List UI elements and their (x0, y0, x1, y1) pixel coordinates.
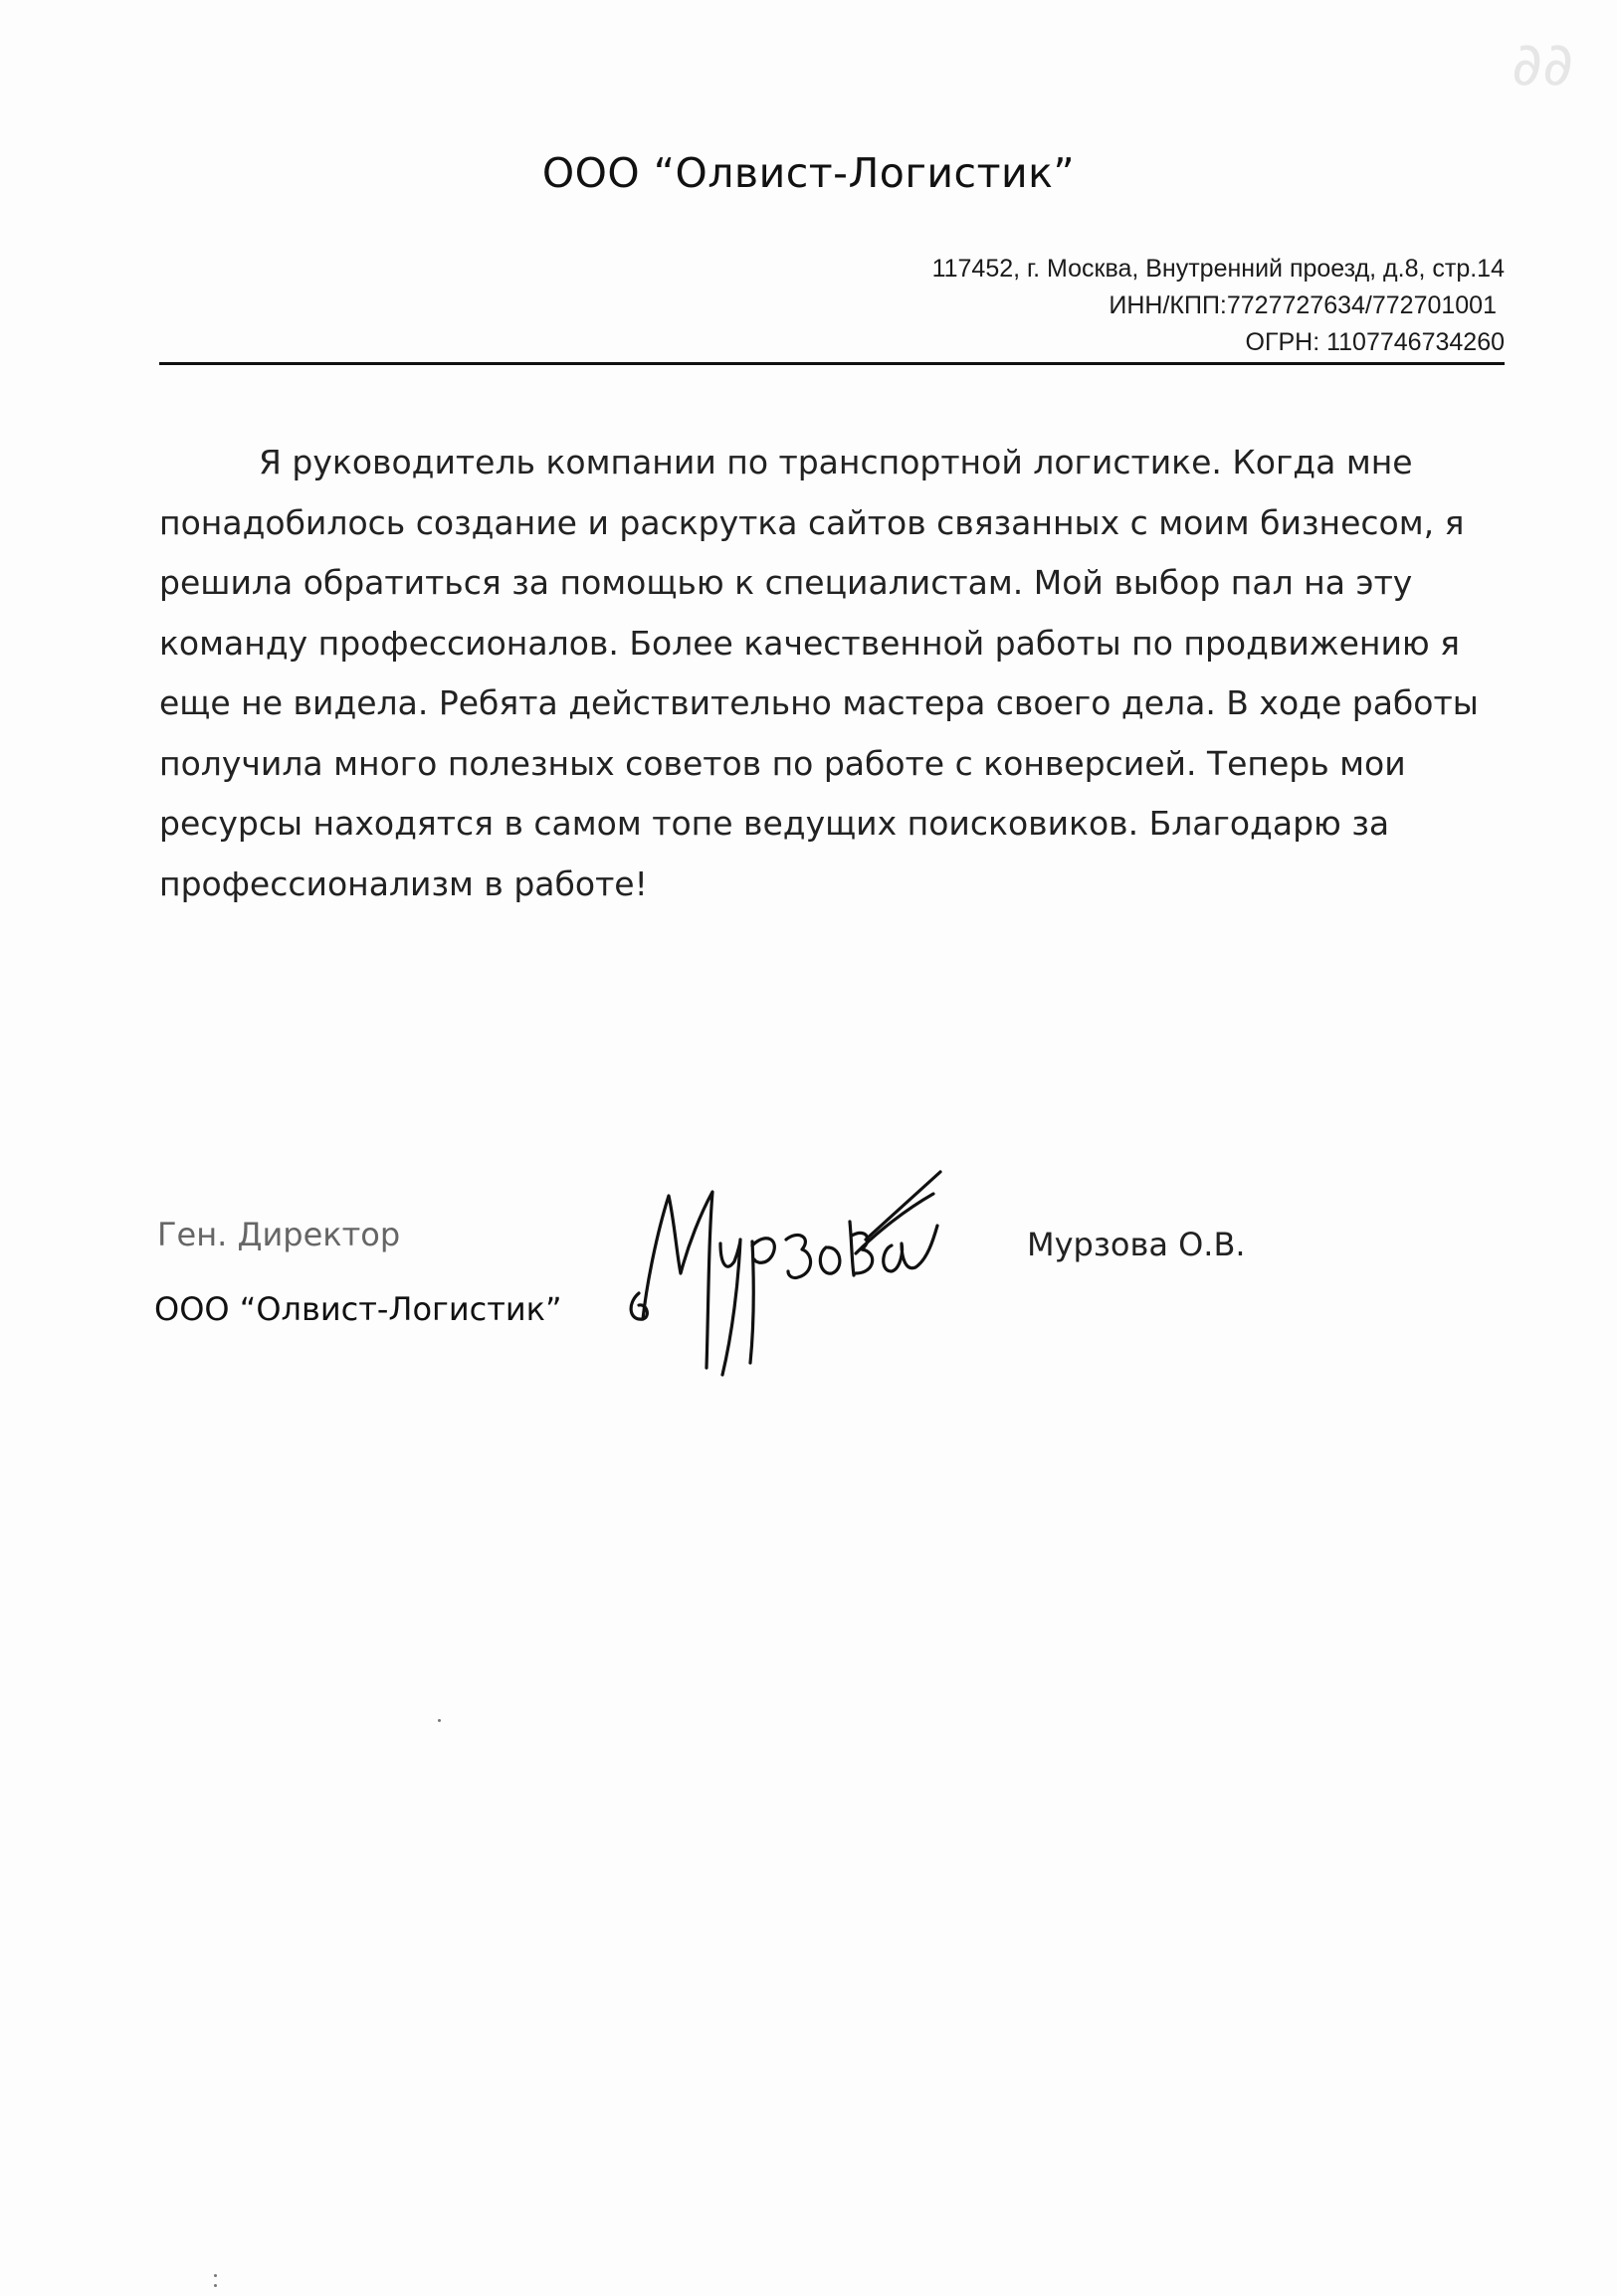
letterhead-company-name: ООО “Олвист-Логистик” (541, 149, 1076, 197)
scan-speck (214, 2284, 217, 2287)
letterhead-divider (159, 362, 1505, 365)
scan-speck (438, 1719, 441, 1722)
handwritten-signature (617, 1144, 945, 1383)
signer-name: Мурзова О.В. (1027, 1226, 1246, 1263)
company-ogrn: ОГРН: 1107746734260 (1245, 328, 1505, 356)
letterhead-requisites (609, 251, 1505, 361)
body-line: Я руководитель компании по транспортной логистике. Когда мне (259, 443, 1413, 481)
company-address: 117452, г. Москва, Внутренний проезд, д.8, стр.14 (931, 255, 1505, 283)
body-line: ресурсы находятся в самом топе ведущих поисковиков. Благодарю за (159, 804, 1390, 843)
scan-speck (214, 2274, 217, 2277)
body-line: команду профессионалов. Более качественной работы по продвижению я (159, 623, 1461, 663)
signer-position: Ген. Директор (157, 1216, 401, 1253)
signer-company: ООО “Олвист-Логистик” (154, 1290, 562, 1328)
body-line: еще не видела. Ребята действительно мастера своего дела. В ходе работы (159, 683, 1479, 722)
faint-corner-mark: ∂∂ (1511, 30, 1574, 99)
body-line: решила обратиться за помощью к специалистам. Мой выбор пал на эту (159, 563, 1413, 602)
body-line: профессионализм в работе! (159, 863, 648, 903)
letter-body (159, 433, 1479, 914)
body-line: понадобилось создание и раскрутка сайтов связанных с моим бизнесом, я (159, 502, 1465, 542)
company-inn-kpp: ИНН/КПП:7727727634/772701001 (1109, 291, 1497, 319)
body-line: получила много полезных советов по работе с конверсией. Теперь мои (159, 743, 1406, 783)
